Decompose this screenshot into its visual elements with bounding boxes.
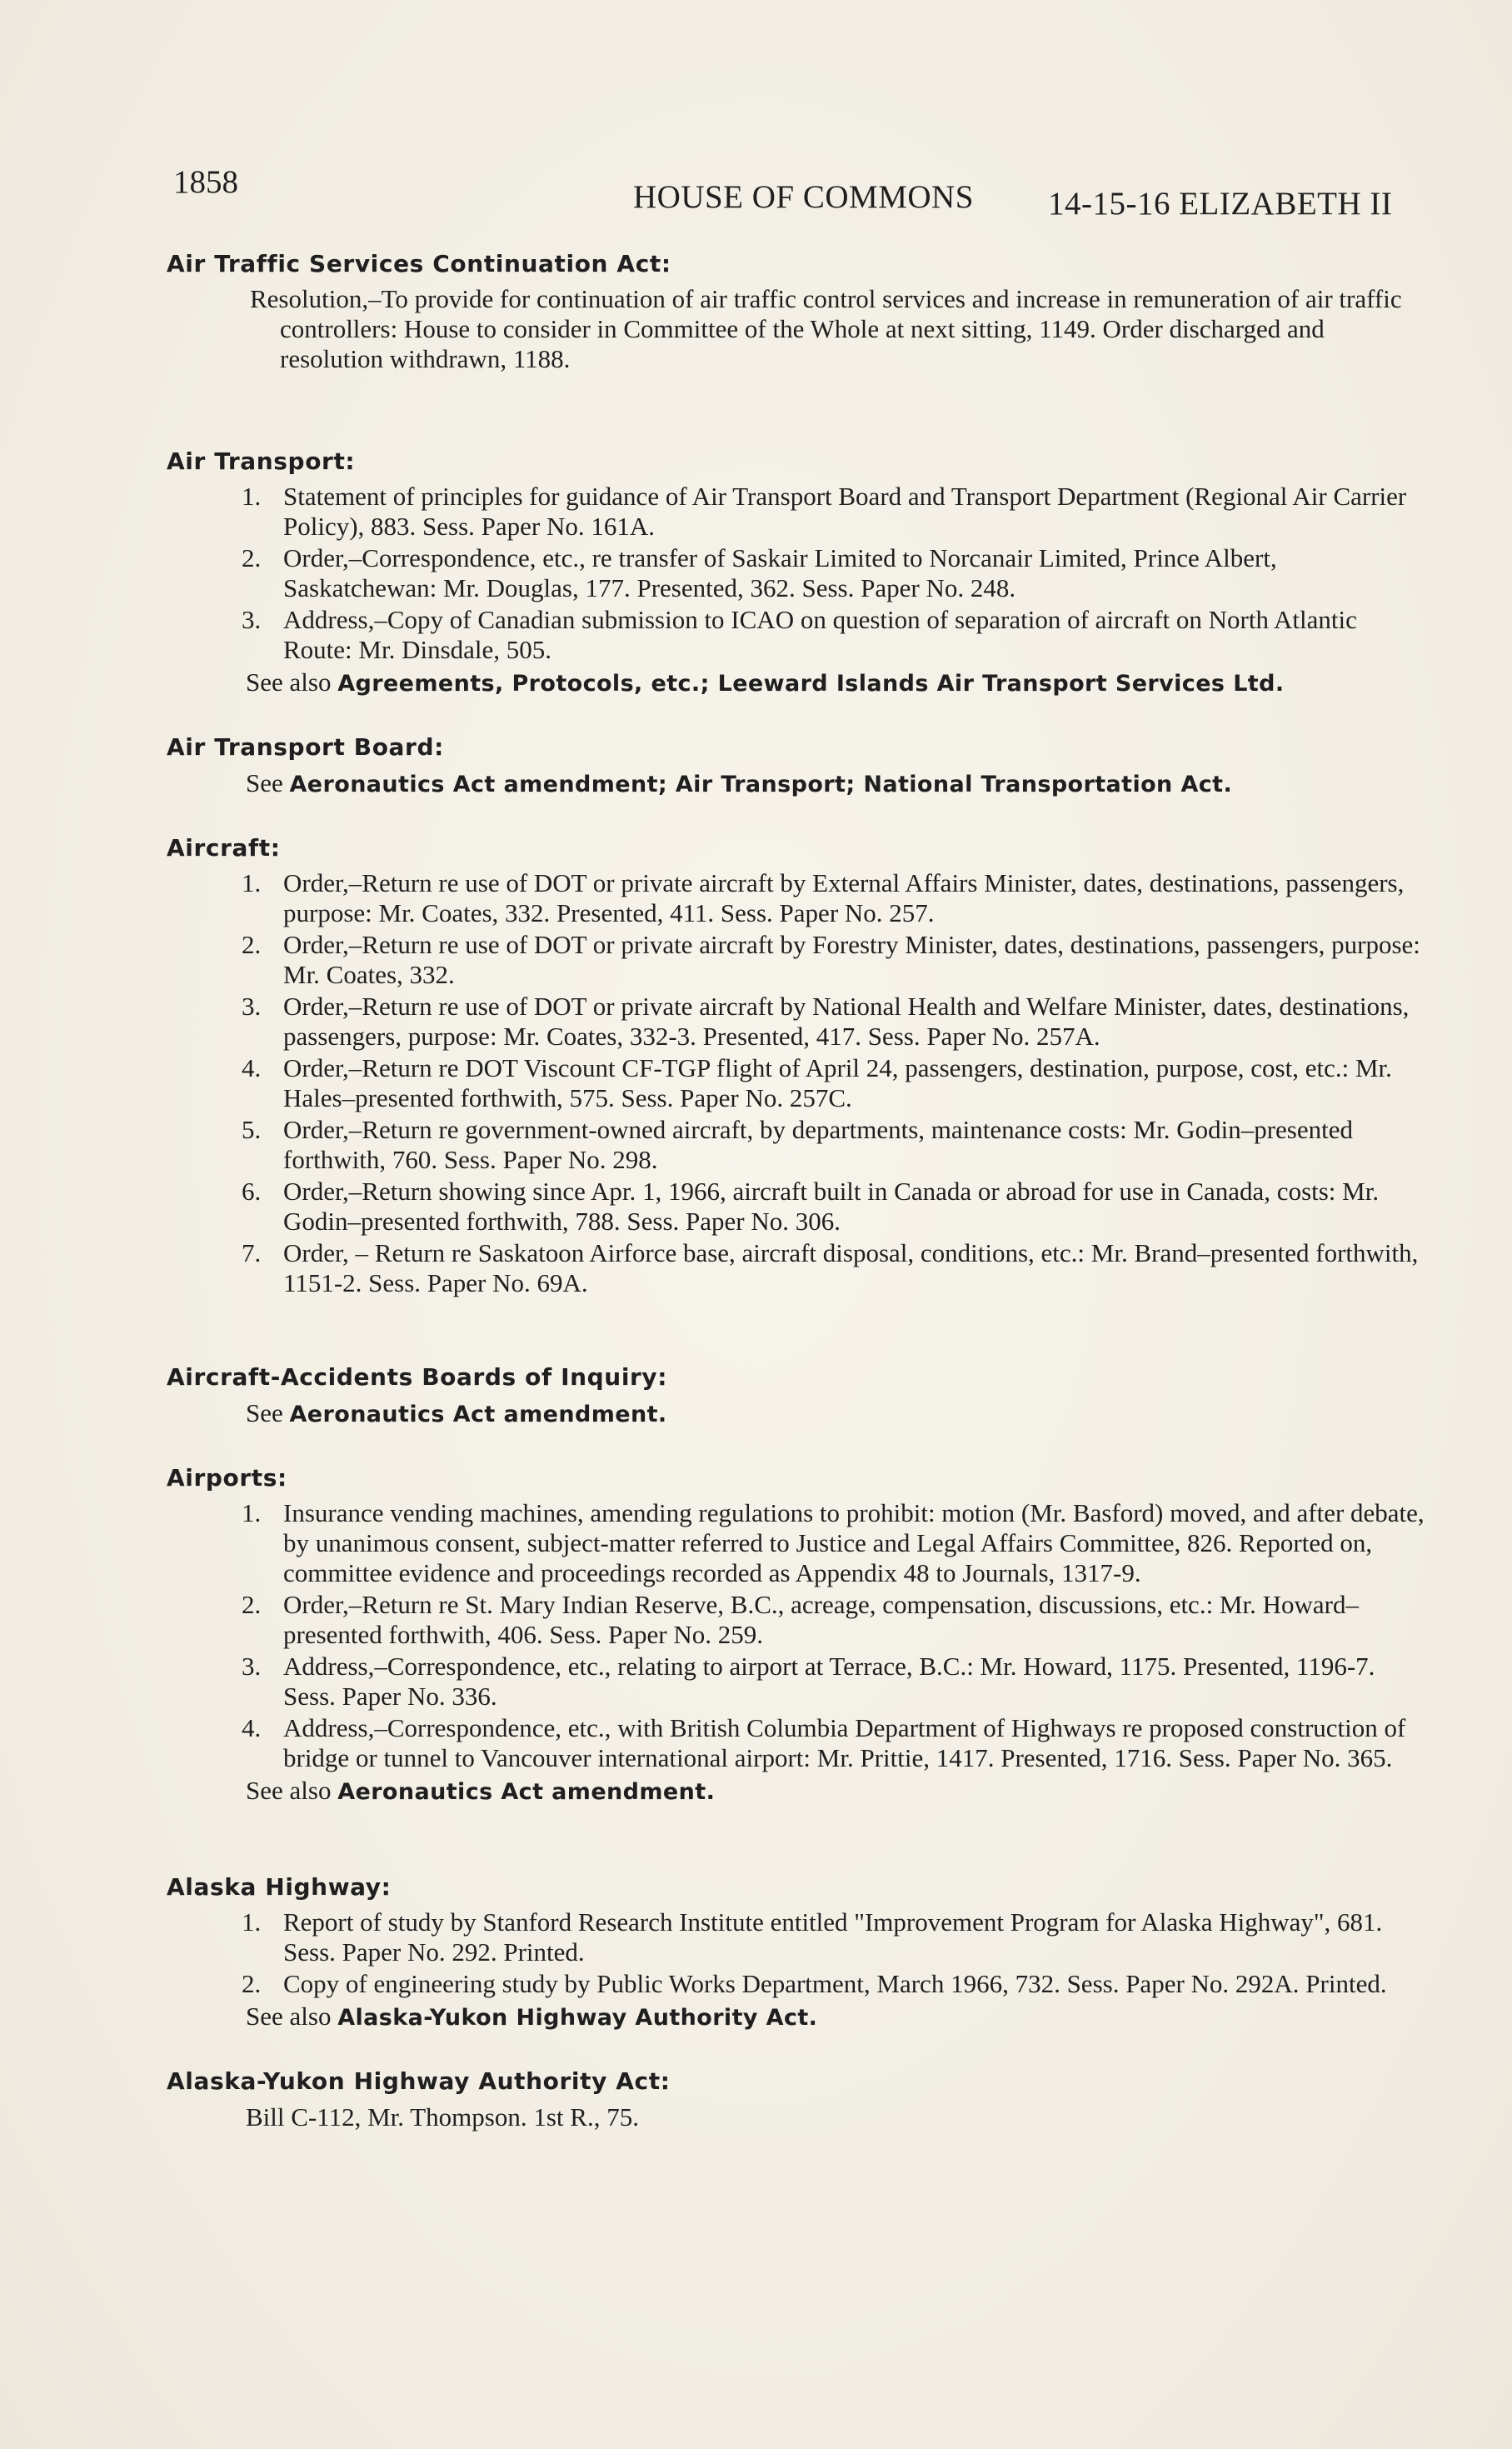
item-number: 3. (242, 1652, 262, 1681)
item-text: Order,–Return re DOT Viscount CF-TGP flight of April 24, passengers, destination, purpose, cost, etc.: Mr. Hales–presented forthwith, 575. Sess. Paper No. 257C. (283, 1053, 1392, 1112)
item-number: 2. (242, 930, 262, 959)
index-entry-air-traffic-services (167, 250, 1429, 374)
list-item (167, 605, 1429, 665)
list-item (167, 930, 1429, 990)
see-reference (167, 767, 1429, 801)
item-number: 3. (242, 992, 262, 1021)
see-also-reference (167, 1775, 1429, 1808)
item-text: Order,–Correspondence, etc., re transfer of Saskair Limited to Norcanair Limited, Prince Albert, Saskatchewan: Mr. Douglas, 177. Presented, 362. Sess. Paper No. 248. (283, 543, 1277, 602)
page-header (173, 163, 1420, 222)
list-item (167, 543, 1429, 603)
item-text: Address,–Copy of Canadian submission to ICAO on question of separation of aircraft on North Atlantic Route: Mr. Dinsdale, 505. (283, 605, 1357, 664)
list-item (167, 1177, 1429, 1237)
see-reference (167, 1397, 1429, 1431)
item-number: 1. (242, 1498, 262, 1527)
item-text: Order,–Return re use of DOT or private aircraft by National Health and Welfare Minister, dates, destinations, passengers, purpose: Mr. Coates, 332-3. Presented, 417. Sess. Paper No. 257A. (283, 992, 1410, 1051)
entry-item-list (167, 482, 1429, 665)
item-text: Address,–Correspondence, etc., with British Columbia Department of Highways re proposed construction of bridge or tunnel to Vancouver international airport: Mr. Prittie, 1417. Presented, 1716. Sess. Paper No. 365. (283, 1713, 1406, 1772)
item-text: Order, – Return re Saskatoon Airforce base, aircraft disposal, conditions, etc.: Mr. Brand–presented forthwith, 1151-2. Sess. Paper No. 69A. (283, 1238, 1419, 1297)
item-number: 5. (242, 1115, 262, 1144)
entry-paragraph: Resolution,–To provide for continuation of air traffic control services and increase in remuneration of air traffic controllers: House to consider in Committee of the Whole at next sitting, 1149. Order discharged and resolution withdrawn, 1188. (250, 284, 1402, 373)
item-text: Report of study by Stanford Research Institute entitled "Improvement Program for Alaska Highway", 681. Sess. Paper No. 292. Printed. (283, 1907, 1383, 1967)
see-also-reference (167, 667, 1429, 700)
entry-item-list (167, 868, 1429, 1298)
list-item (167, 1053, 1429, 1113)
index-entry-air-transport-board (167, 733, 1429, 801)
item-text: Address,–Correspondence, etc., relating to airport at Terrace, B.C.: Mr. Howard, 1175. Presented, 1196-7. Sess. Paper No. 336. (283, 1652, 1375, 1711)
entry-heading: Air Transport Board: (167, 733, 444, 761)
index-entry-alaska-highway (167, 1873, 1429, 2034)
list-item (167, 868, 1429, 928)
list-item (167, 1590, 1429, 1650)
list-item (167, 1713, 1429, 1773)
item-number: 4. (242, 1713, 262, 1742)
see-ref: Aeronautics Act amendment. (289, 1402, 667, 1427)
entry-heading: Aircraft: (167, 834, 281, 862)
item-number: 3. (242, 605, 262, 634)
item-number: 1. (242, 868, 262, 897)
item-number: 2. (242, 1590, 262, 1619)
entry-paragraph: Bill C-112, Mr. Thompson. 1st R., 75. (246, 2102, 639, 2132)
see-ref: Alaska-Yukon Highway Authority Act. (337, 2005, 818, 2031)
see-also-reference (167, 2001, 1429, 2034)
see-prefix: See also (246, 2002, 338, 2031)
list-item (167, 992, 1429, 1052)
item-text: Order,–Return re use of DOT or private aircraft by Forestry Minister, dates, destinations, passengers, purpose: Mr. Coates, 332. (283, 930, 1420, 989)
item-number: 4. (242, 1053, 262, 1082)
list-item (167, 482, 1429, 542)
item-text: Order,–Return re use of DOT or private aircraft by External Affairs Minister, dates, destinations, passengers, purpose: Mr. Coates, 332. Presented, 411. Sess. Paper No. 257. (283, 868, 1405, 927)
item-text: Statement of principles for guidance of Air Transport Board and Transport Department (Regional Air Carrier Policy), 883. Sess. Paper No. 161A. (283, 482, 1407, 541)
index-content (167, 250, 1429, 2167)
item-number: 2. (242, 543, 262, 572)
see-prefix: See (246, 768, 290, 797)
item-text: Order,–Return showing since Apr. 1, 1966, aircraft built in Canada or abroad for use in Canada, costs: Mr. Godin–presented forthwith, 788. Sess. Paper No. 306. (283, 1177, 1380, 1236)
see-ref: Aeronautics Act amendment; Air Transport; National Transportation Act. (289, 772, 1233, 797)
entry-heading: Alaska Highway: (167, 1873, 392, 1901)
header-title: HOUSE OF COMMONS (633, 179, 974, 215)
see-prefix: See also (246, 1776, 338, 1805)
list-item (167, 1969, 1429, 1999)
index-entry-alaska-yukon-act (167, 2067, 1429, 2133)
item-text: Order,–Return re St. Mary Indian Reserve, B.C., acreage, compensation, discussions, etc.: Mr. Howard–presented forthwith, 406. Sess. Paper No. 259. (283, 1590, 1359, 1649)
list-item (167, 1115, 1429, 1175)
item-text: Insurance vending machines, amending regulations to prohibit: motion (Mr. Basford) moved, and after debate, by unanimous consent, subject-matter referred to Justice and Legal Affairs Committee, 826. Reported on, committee evidence and proceedings recorded as Appendix 48 to Journals, 1317-9. (283, 1498, 1425, 1587)
see-prefix: See (246, 1398, 290, 1427)
see-ref: Agreements, Protocols, etc.; Leeward Islands Air Transport Services Ltd. (337, 671, 1285, 697)
item-number: 1. (242, 1907, 262, 1937)
item-number: 6. (242, 1177, 262, 1206)
index-entry-air-transport (167, 447, 1429, 700)
index-entry-aircraft (167, 834, 1429, 1298)
item-number: 1. (242, 482, 262, 511)
list-item (167, 1907, 1429, 1967)
item-number: 7. (242, 1238, 262, 1267)
see-ref: Aeronautics Act amendment. (337, 1779, 716, 1805)
index-entry-airports (167, 1464, 1429, 1808)
item-number: 2. (242, 1969, 262, 1998)
index-entry-aircraft-accidents (167, 1363, 1429, 1431)
entry-heading: Aircraft-Accidents Boards of Inquiry: (167, 1363, 668, 1391)
see-prefix: See also (246, 667, 338, 697)
entry-item-list (167, 1498, 1429, 1773)
entry-heading: Alaska-Yukon Highway Authority Act: (167, 2067, 671, 2095)
page-number: 1858 (173, 164, 238, 200)
entry-heading: Air Traffic Services Continuation Act: (167, 250, 671, 277)
list-item (167, 1238, 1429, 1298)
entry-item-list (167, 1907, 1429, 1999)
entry-heading: Air Transport: (167, 447, 356, 475)
item-text: Copy of engineering study by Public Works Department, March 1966, 732. Sess. Paper No. 292A. Printed. (283, 1969, 1387, 1998)
entry-heading: Airports: (167, 1464, 287, 1492)
list-item (167, 1498, 1429, 1588)
list-item (167, 1652, 1429, 1712)
item-text: Order,–Return re government-owned aircraft, by departments, maintenance costs: Mr. Godin–presented forthwith, 760. Sess. Paper No. 298. (283, 1115, 1353, 1174)
header-session: 14-15-16 ELIZABETH II (1048, 186, 1393, 222)
